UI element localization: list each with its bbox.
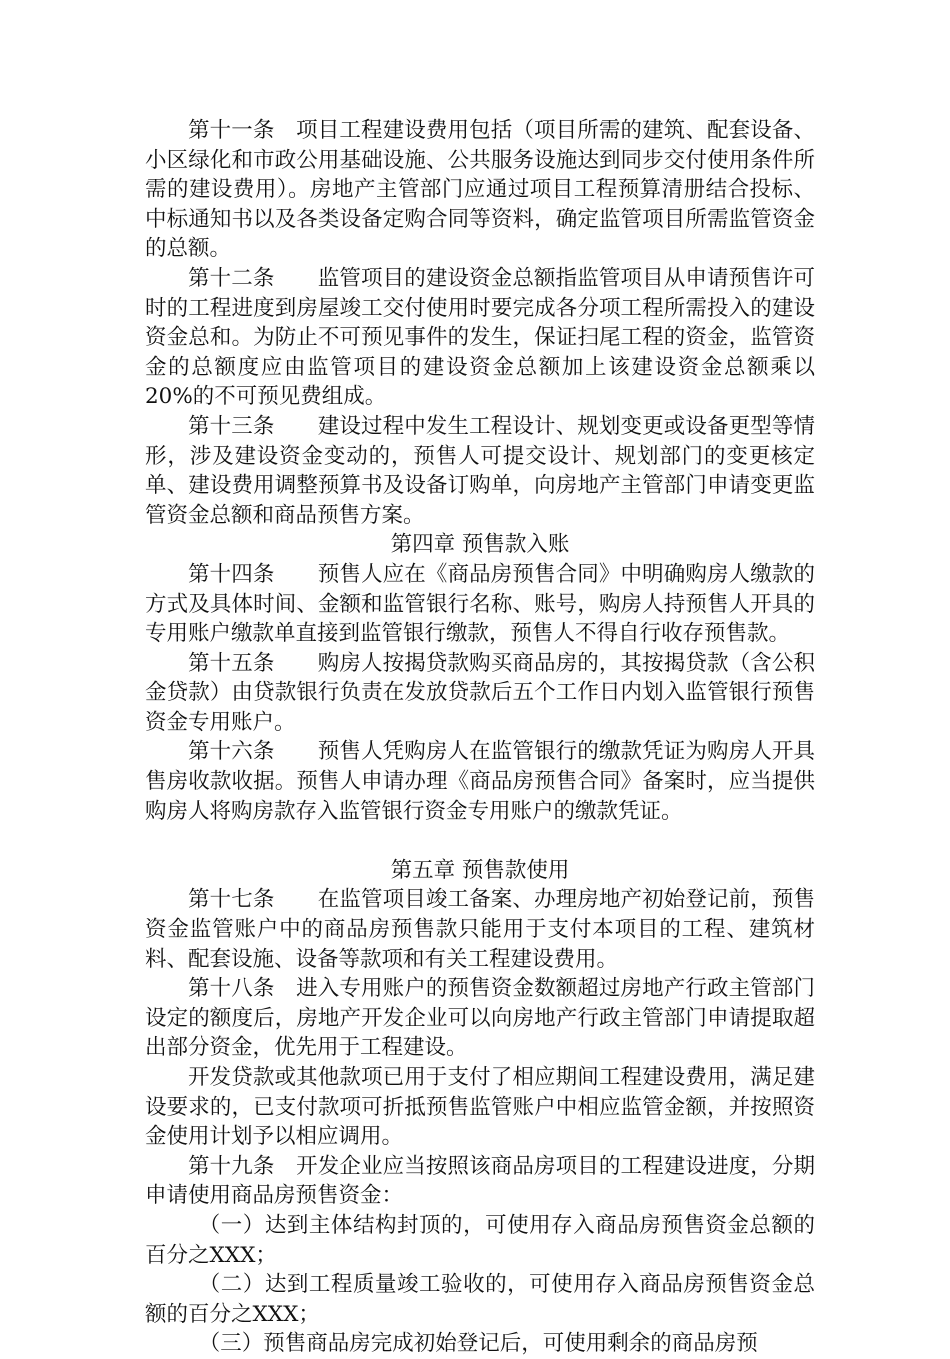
article-13: 第十三条 建设过程中发生工程设计、规划变更或设备更型等情形，涉及建设资金变动的，预售人可提交设计、规划部门的变更核定单、建设费用调整预算书及设备订购单，向房地产主管部门申请变更监管资金总额和商品预售方案。 bbox=[145, 413, 815, 528]
article-14: 第十四条 预售人应在《商品房预售合同》中明确购房人缴款的方式及具体时间、金额和监管银行名称、账号，购房人持预售人开具的专用账户缴款单直接到监管银行缴款，预售人不得自行收存预售款。 bbox=[145, 561, 815, 647]
document-page bbox=[145, 116, 815, 1359]
article-16: 第十六条 预售人凭购房人在监管银行的缴款凭证为购房人开具售房收款收据。预售人申请办理《商品房预售合同》备案时，应当提供购房人将购房款存入监管银行资金专用账户的缴款凭证。 bbox=[145, 739, 815, 824]
chapter-5-heading: 第五章 预售款使用 bbox=[390, 857, 570, 883]
article-11: 第十一条 项目工程建设费用包括（项目所需的建筑、配套设备、小区绿化和市政公用基础设施、公共服务设施达到同步交付使用条件所需的建设费用）。房地产主管部门应通过项目工程预算清册结合投标、中标通知书以及各类设备定购合同等资料，确定监管项目所需监管资金的总额。 bbox=[145, 118, 815, 262]
article-18: 第十八条 进入专用账户的预售资金数额超过房地产行政主管部门设定的额度后，房地产开发企业可以向房地产行政主管部门申请提取超出部分资金，优先用于工程建设。 bbox=[145, 976, 815, 1061]
chapter-4-heading: 第四章 预售款入账 bbox=[390, 532, 570, 558]
article-18-continuation: 开发贷款或其他款项已用于支付了相应期间工程建设费用，满足建设要求的，已支付款项可折抵预售监管账户中相应监管金额，并按照资金使用计划予以相应调用。 bbox=[145, 1065, 815, 1150]
article-19-item-3: （三）预售商品房完成初始登记后，可使用剩余的商品房预 bbox=[198, 1331, 758, 1357]
article-19: 第十九条 开发企业应当按照该商品房项目的工程建设进度，分期申请使用商品房预售资金： bbox=[145, 1153, 815, 1209]
article-17: 第十七条 在监管项目竣工备案、办理房地产初始登记前，预售资金监管账户中的商品房预售款只能用于支付本项目的工程、建筑材料、配套设施、设备等款项和有关工程建设费用。 bbox=[145, 887, 815, 972]
article-19-item-1: （一）达到主体结构封顶的，可使用存入商品房预售资金总额的百分之XXX； bbox=[145, 1212, 815, 1268]
article-12: 第十二条 监管项目的建设资金总额指监管项目从申请预售许可时的工程进度到房屋竣工交付使用时要完成各分项工程所需投入的建设资金总和。为防止不可预见事件的发生，保证扫尾工程的资金，监管资金的总额度应由监管项目的建设资金总额加上该建设资金总额乘以20%的不可预见费组成。 bbox=[145, 265, 815, 410]
article-15: 第十五条 购房人按揭贷款购买商品房的，其按揭贷款（含公积金贷款）由贷款银行负责在发放贷款后五个工作日内划入监管银行预售资金专用账户。 bbox=[145, 650, 815, 735]
article-19-item-2: （二）达到工程质量竣工验收的，可使用存入商品房预售资金总额的百分之XXX； bbox=[145, 1272, 815, 1327]
blank-line bbox=[145, 826, 815, 856]
